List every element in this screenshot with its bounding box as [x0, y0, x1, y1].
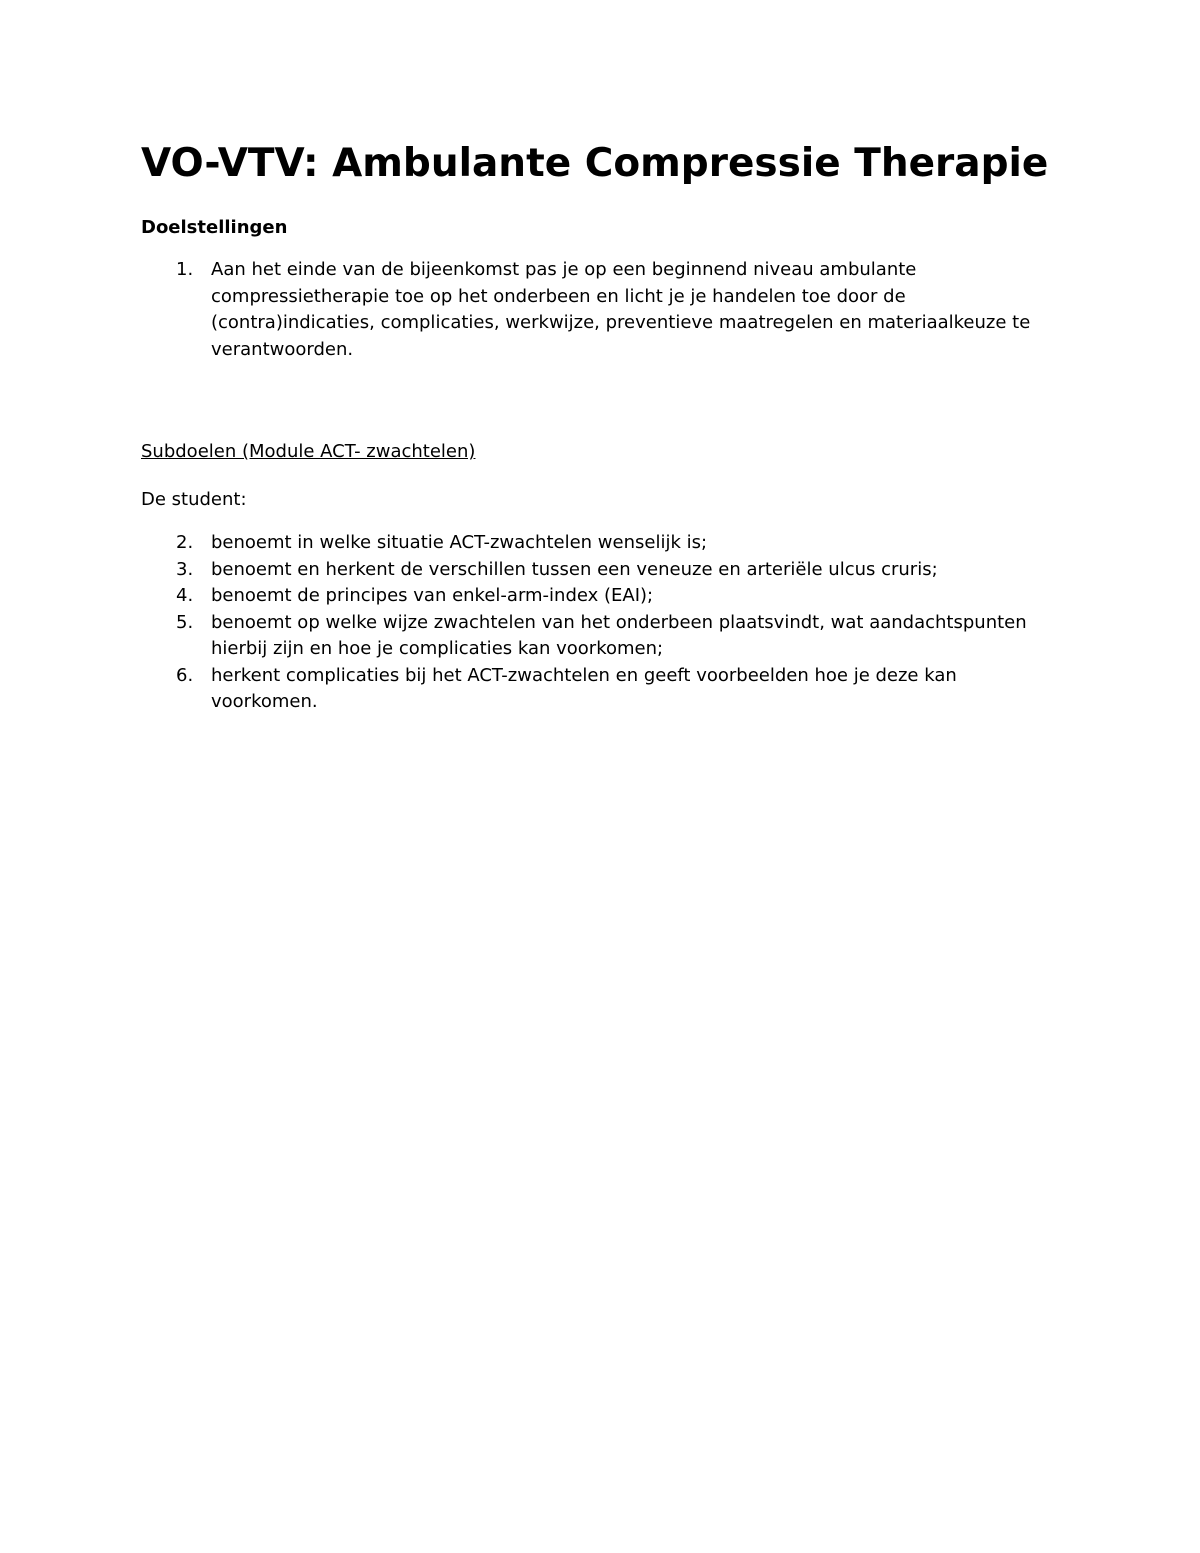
- subgoal-text: herkent complicaties bij het ACT-zwachtelen en geeft voorbeelden hoe je deze kan voorkomen.: [211, 664, 957, 712]
- subgoal-item: [141, 663, 1041, 716]
- document-title: VO-VTV: Ambulante Compressie Therapie: [141, 141, 1049, 186]
- subgoal-number: 2.: [176, 532, 194, 553]
- subgoal-number: 5.: [176, 611, 194, 633]
- subgoal-text: benoemt en herkent de verschillen tussen een veneuze en arteriële ulcus cruris;: [211, 558, 938, 580]
- subgoal-item: [141, 530, 1041, 557]
- subgoal-item: [141, 583, 1041, 610]
- subgoal-number: 3.: [176, 558, 194, 580]
- subgoals-list: [141, 530, 1041, 716]
- subgoals-heading: Subdoelen (Module ACT- zwachtelen): [141, 441, 476, 462]
- subgoal-item: [141, 557, 1041, 584]
- subgoal-item: [141, 610, 1041, 663]
- subgoal-text: benoemt de principes van enkel-arm-index (EAI);: [211, 585, 654, 606]
- goal-number: 1.: [176, 259, 194, 280]
- goals-list: [141, 257, 1041, 363]
- subgoal-text: benoemt in welke situatie ACT-zwachtelen wenselijk is;: [211, 532, 708, 553]
- subgoal-number: 6.: [176, 664, 194, 686]
- subgoal-number: 4.: [176, 585, 194, 606]
- subgoal-text: benoemt op welke wijze zwachtelen van het onderbeen plaatsvindt, wat aandachtspunten hierbij zijn en hoe je complicaties kan voorkomen;: [211, 611, 1027, 659]
- goals-heading: Doelstellingen: [141, 217, 288, 238]
- goal-item: [141, 257, 1041, 363]
- student-intro: De student:: [141, 489, 247, 510]
- goal-text: Aan het einde van de bijeenkomst pas je op een beginnend niveau ambulante compressietherapie toe op het onderbeen en licht je je handelen toe door de (contra)indicaties, complicaties, werkwijze, preventieve maatregelen en materiaalkeuze te verantwoorden.: [211, 259, 1031, 360]
